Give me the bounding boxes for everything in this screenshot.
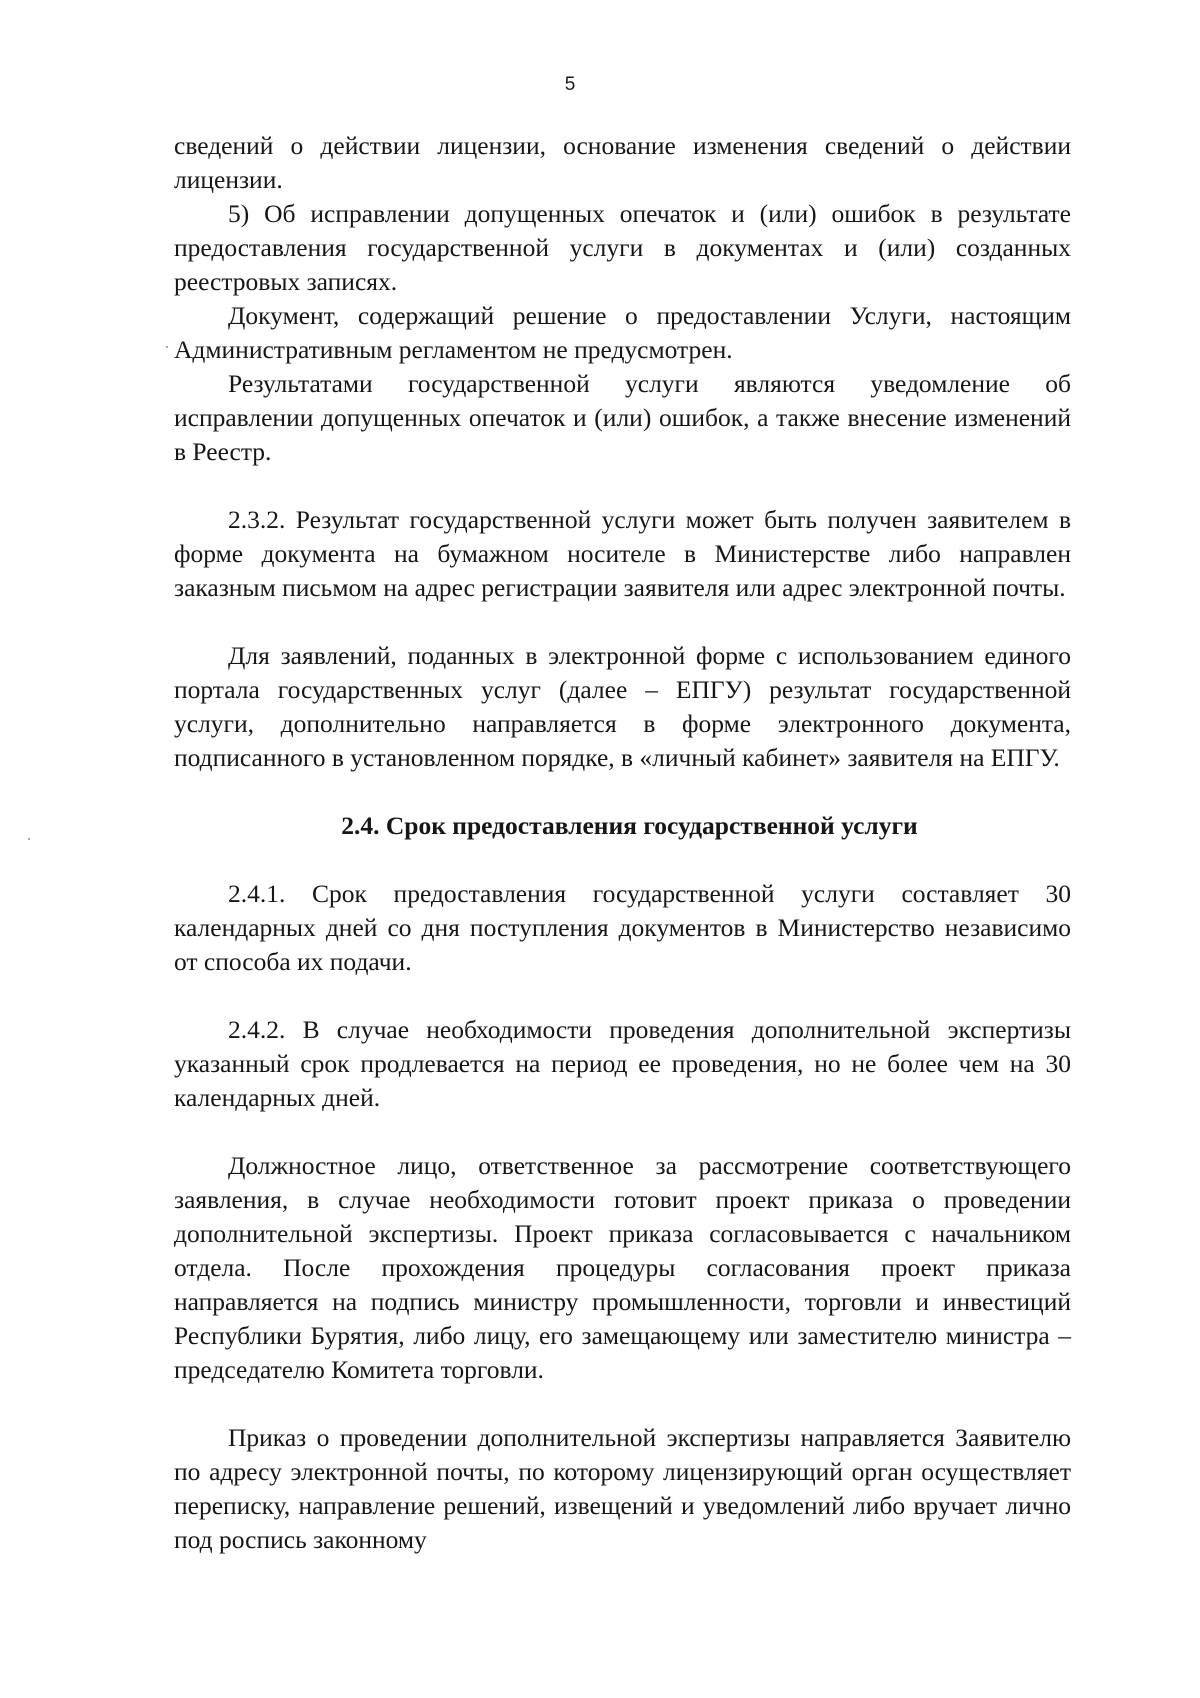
page-number: 5 xyxy=(564,74,576,95)
paragraph-service-results: Результатами государственной услуги являются уведомление об исправлении допущенных опечаток и (или) ошибок, а также внесение изменений в Реестр. xyxy=(174,369,1071,466)
paragraph-license-info: сведений о действии лицензии, основание изменения сведений о действии лицензии. xyxy=(174,131,1071,194)
paragraph-item-5: 5) Об исправлении допущенных опечаток и (или) ошибок в результате предоставления государственной услуги в документах и (или) созданных реестровых записях. xyxy=(174,199,1071,296)
paragraph-2-4-1: 2.4.1. Срок предоставления государственной услуги составляет 30 календарных дней со дня поступления документов в Министерство независимо от способа их подачи. xyxy=(174,879,1071,976)
paragraph-2-4-2: 2.4.2. В случае необходимости проведения дополнительной экспертизы указанный срок продлевается на период ее проведения, но не более чем на 30 календарных дней. xyxy=(174,1015,1071,1112)
paragraph-official: Должностное лицо, ответственное за рассмотрение соответствующего заявления, в случае необходимости готовит проект приказа о проведении дополнительной экспертизы. Проект приказа согласовывается с начальником отдела. После прохождения процедуры согласования проект приказа направляется на подпись министру промышленности, торговли и инвестиций Республики Бурятия, либо лицу, его замещающему или заместителю министра – председателю Комитета торговли. xyxy=(174,1151,1071,1384)
section-heading-2-4: 2.4. Срок предоставления государственной услуги xyxy=(341,811,918,840)
paragraph-epgu: Для заявлений, поданных в электронной форме с использованием единого портала государственных услуг (далее – ЕПГУ) результат государственной услуги, дополнительно направляется в форме электронного документа, подписанного в установленном порядке, в «личный кабинет» заявителя на ЕПГУ. xyxy=(174,641,1071,772)
document-body xyxy=(174,129,1071,1557)
paragraph-2-3-2: 2.3.2. Результат государственной услуги может быть получен заявителем в форме документа на бумажном носителе в Министерстве либо направлен заказным письмом на адрес регистрации заявителя или адрес электронной почты. xyxy=(174,505,1071,602)
paragraph-order: Приказ о проведении дополнительной экспертизы направляется Заявителю по адресу электронной почты, по которому лицензирующий орган осуществляет переписку, направление решений, извещений и уведомлений либо вручает лично под роспись законному xyxy=(174,1423,1071,1554)
paragraph-decision-document: Документ, содержащий решение о предоставлении Услуги, настоящим Административным регламентом не предусмотрен. xyxy=(174,301,1071,364)
scan-speck xyxy=(28,838,30,840)
scan-speck xyxy=(166,346,168,348)
